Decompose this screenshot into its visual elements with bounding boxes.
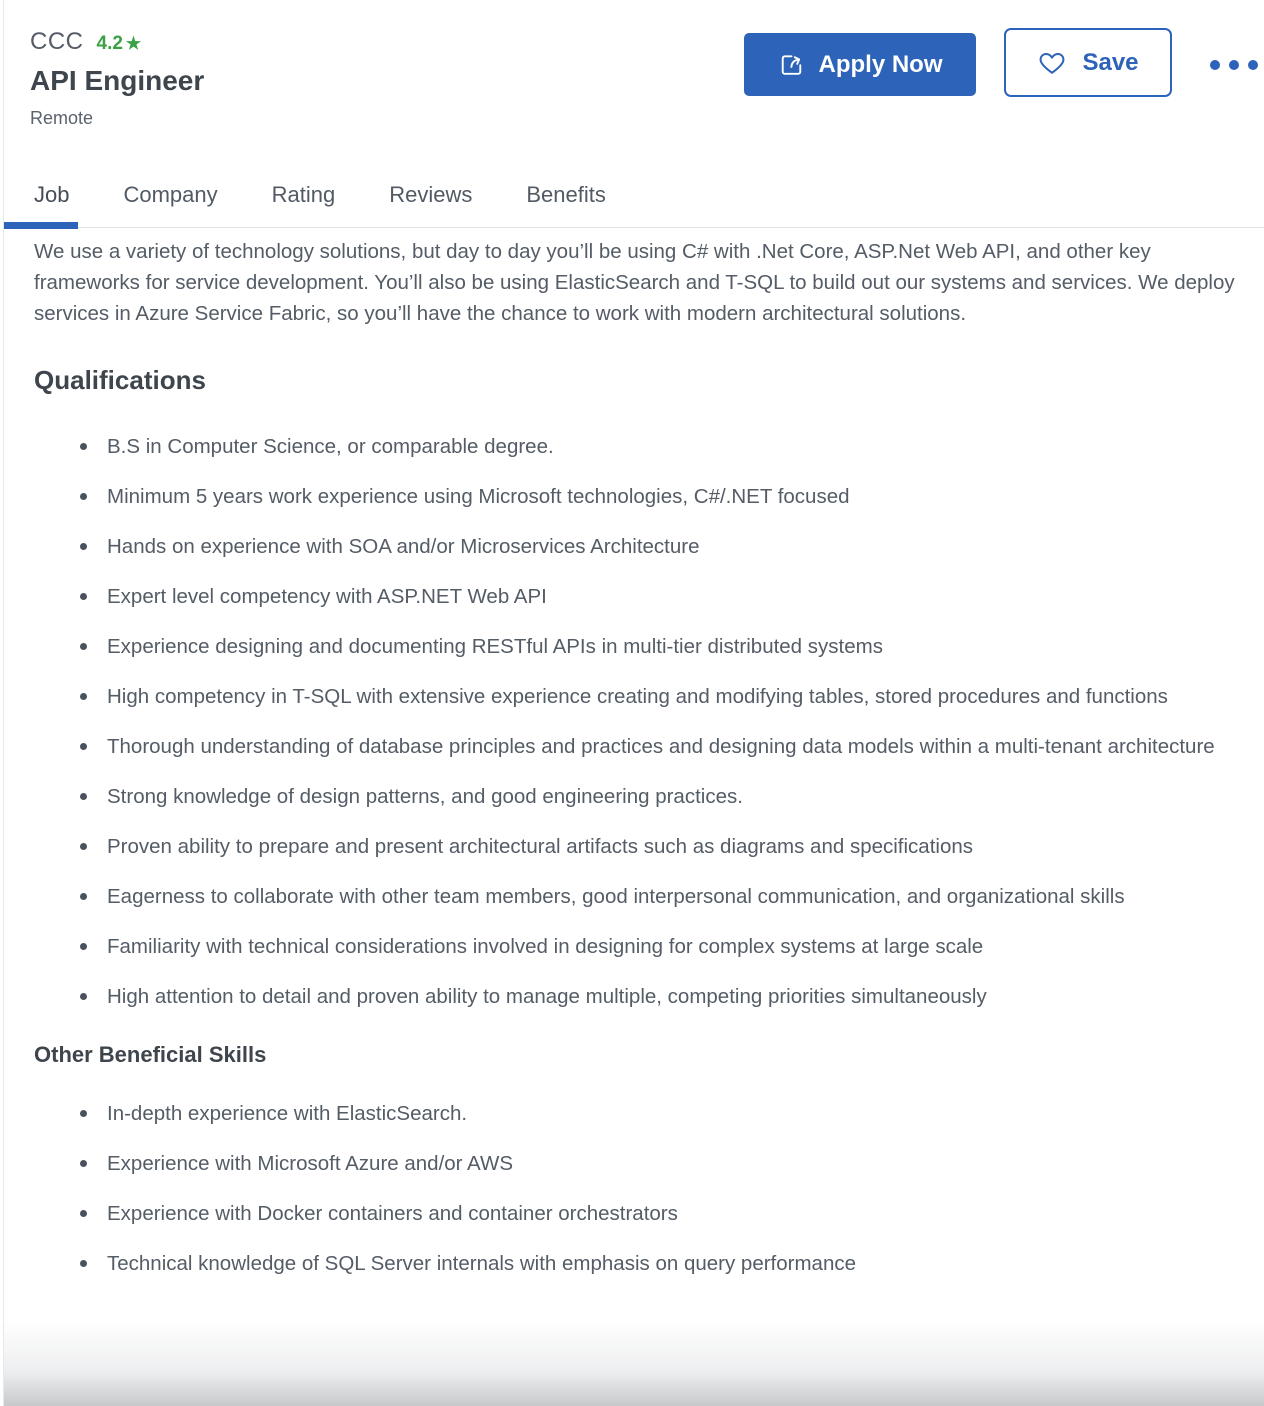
list-item: Eagerness to collaborate with other team members, good interpersonal communication, and organizational skills (34, 881, 1238, 912)
qualifications-heading: Qualifications (34, 365, 206, 395)
list-item: Minimum 5 years work experience using Microsoft technologies, C#/.NET focused (34, 481, 1238, 512)
list-item: Proven ability to prepare and present architectural artifacts such as diagrams and specifications (34, 831, 1238, 862)
save-label: Save (1082, 48, 1139, 76)
list-item: Experience designing and documenting RESTful APIs in multi-tier distributed systems (34, 631, 1238, 662)
list-item: Experience with Microsoft Azure and/or AWS (34, 1148, 1238, 1179)
job-header (30, 28, 204, 129)
company-rating (97, 33, 142, 55)
save-button[interactable] (1004, 28, 1172, 97)
qualifications-list (34, 431, 1238, 1012)
list-item: Familiarity with technical considerations involved in designing for complex systems at large scale (34, 931, 1238, 962)
job-details-panel (3, 0, 1264, 1406)
intro-paragraph: We use a variety of technology solutions, but day to day you’ll be using C# with .Net Core, ASP.Net Web API, and other key frameworks for service development. You’ll also be using ElasticSearch and T-SQL to build out our systems and services. We deploy services in Azure Service Fabric, so you’ll have the chance to work with modern architectural solutions. (34, 240, 1235, 325)
tab-benefits[interactable]: Benefits (526, 182, 606, 207)
other-skills-list (34, 1098, 1238, 1279)
list-item: Strong knowledge of design patterns, and good engineering practices. (34, 781, 1238, 812)
heart-icon (1037, 48, 1067, 78)
other-skills-heading: Other Beneficial Skills (34, 1042, 267, 1067)
apply-arrow-icon (778, 51, 805, 78)
list-item: Experience with Docker containers and container orchestrators (34, 1198, 1238, 1229)
list-item: High competency in T-SQL with extensive experience creating and modifying tables, stored procedures and functions (34, 681, 1238, 712)
star-icon: ★ (125, 34, 142, 53)
list-item: Thorough understanding of database principles and practices and designing data models within a multi-tenant architecture (34, 731, 1238, 762)
list-item: Expert level competency with ASP.NET Web API (34, 581, 1238, 612)
ellipsis-icon (1210, 60, 1220, 70)
page-title: API Engineer (30, 65, 205, 96)
company-name: CCC (30, 28, 84, 55)
list-item: In-depth experience with ElasticSearch. (34, 1098, 1238, 1129)
rating-value: 4.2 (96, 33, 123, 54)
tab-bar (8, 170, 1264, 228)
company-row (30, 28, 204, 56)
tab-job[interactable]: Job (34, 182, 70, 207)
apply-now-label: Apply Now (818, 50, 943, 78)
ellipsis-icon (1248, 60, 1258, 70)
apply-now-button[interactable] (744, 33, 976, 96)
active-tab-indicator (4, 222, 78, 229)
job-location: Remote (30, 108, 94, 128)
tab-rating[interactable]: Rating (271, 182, 336, 207)
list-item: Technical knowledge of SQL Server internals with emphasis on query performance (34, 1248, 1238, 1279)
job-description (8, 229, 1264, 1406)
list-item: Hands on experience with SOA and/or Microservices Architecture (34, 531, 1238, 562)
tab-company[interactable]: Company (123, 182, 218, 207)
tab-reviews[interactable]: Reviews (389, 182, 473, 207)
list-item: High attention to detail and proven ability to manage multiple, competing priorities simultaneously (34, 981, 1238, 1012)
list-item: B.S in Computer Science, or comparable degree. (34, 431, 1238, 462)
more-options-button[interactable] (1208, 58, 1260, 72)
ellipsis-icon (1229, 60, 1239, 70)
